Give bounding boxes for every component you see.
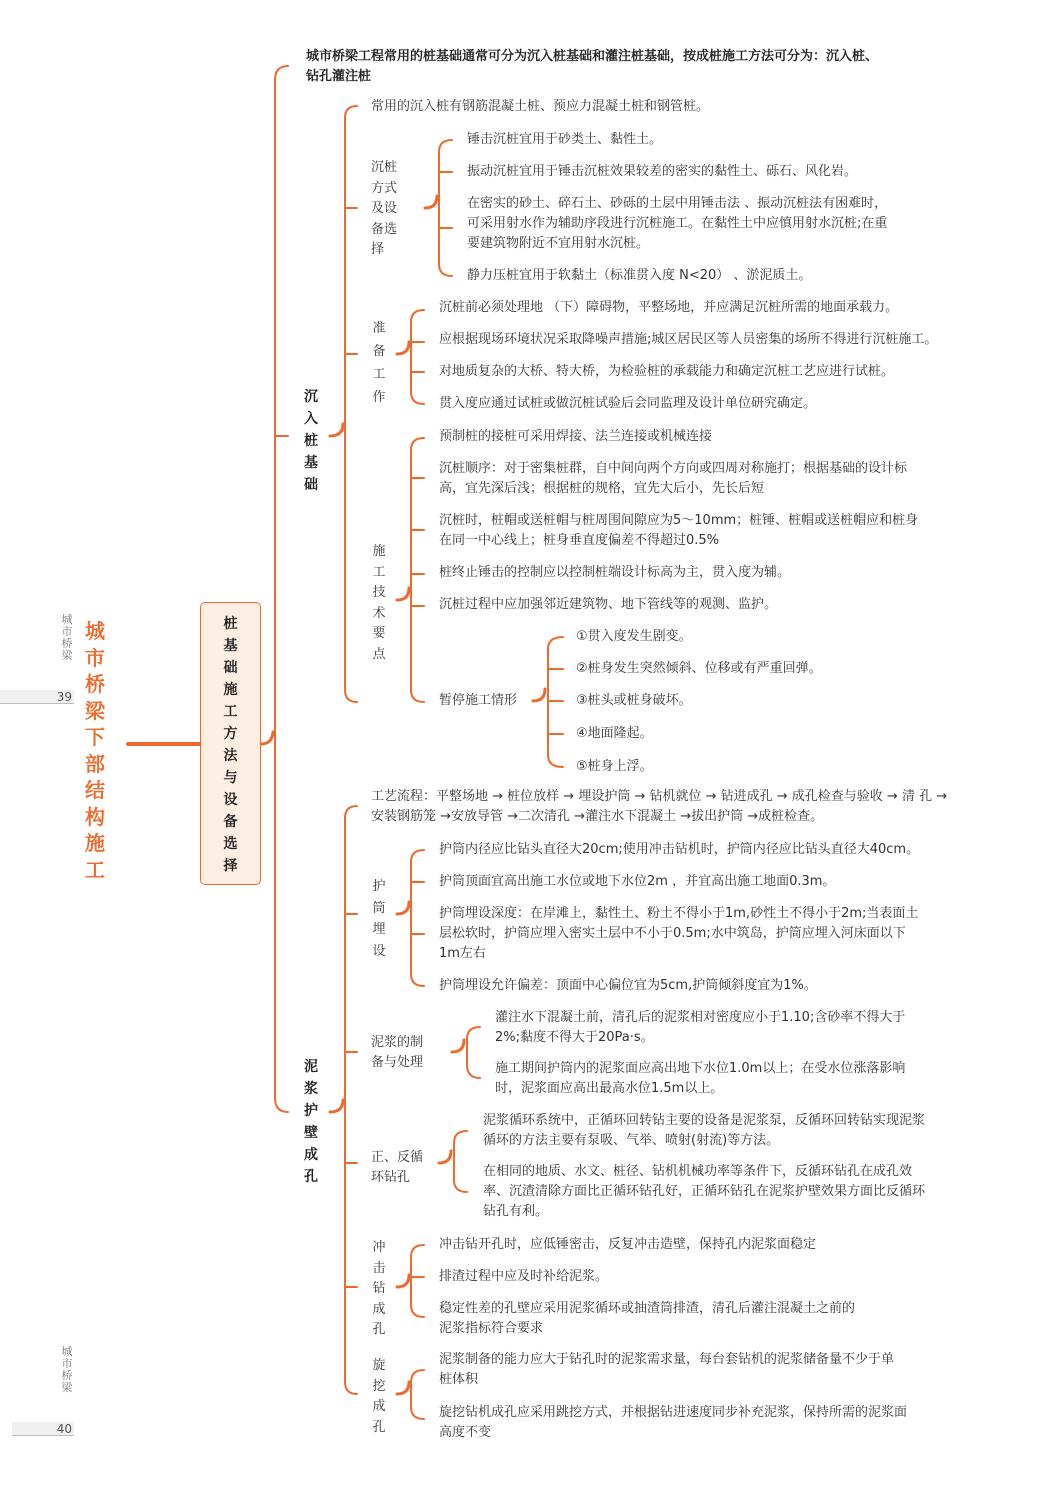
rotary-item: 旋挖钻机成孔应采用跳挖方式，并根据钻进速度同步补充泥浆，保持所需的泥浆面高度不变 <box>439 1405 908 1440</box>
circulation-item: 在相同的地质、水文、桩径、钻机机械功率等条件下，反循环钻孔在成孔效率、沉渣清除方面比正循环钻孔好，正循环钻孔在泥浆护壁效果方面比反循环钻孔有利。 <box>483 1164 926 1219</box>
margin-section-label-bottom: 城市桥梁 <box>61 1345 73 1394</box>
prep-item: 沉桩前必须处理地 （下）障碍物，平整场地，并应满足沉桩所需的地面承载力。 <box>439 300 899 315</box>
method-item: 静力压桩宜用于软黏土（标准贯入度 N<20） 、淤泥质土。 <box>467 268 812 283</box>
branch-mud-wall-boring[interactable]: 泥浆护壁成孔 <box>304 1059 318 1185</box>
pause-item: ③桩头或桩身破坏。 <box>576 693 692 708</box>
intro-text: 城市桥梁工程常用的桩基础通常可分为沉入桩基础和灌注桩基础，按成桩施工方法可分为：沉入桩、钻孔灌注桩 <box>306 49 879 84</box>
pause-item: ②桩身发生突然倾斜、位移或有严重回弹。 <box>576 661 822 676</box>
root-node[interactable] <box>200 602 261 885</box>
pause-item: ⑤桩身上浮。 <box>576 759 653 774</box>
tech-item: 沉桩时，桩帽或送桩帽与桩周围间隙应为5～10mm；桩锤、桩帽或送桩帽应和桩身在同一中心线上；桩身垂直度偏差不得超过0.5% <box>439 513 919 548</box>
node-preparation[interactable]: 准备工作 <box>372 321 386 405</box>
prep-item: 贯入度应通过试桩或做沉桩试验后会同监理及设计单位研究确定。 <box>439 396 817 411</box>
tech-item: 桩终止锤击的控制应以控制桩端设计标高为主，贯入度为辅。 <box>439 565 791 580</box>
pause-item: ①贯入度发生剧变。 <box>576 629 692 644</box>
branch-sinking-pile[interactable]: 沉入桩基础 <box>304 389 318 493</box>
slurry-item: 灌注水下混凝土前，清孔后的泥浆相对密度应小于1.10;含砂率不得大于2%;黏度不得大于20Pa·s。 <box>495 1010 906 1045</box>
prep-item: 对地质复杂的大桥、特大桥，为检验桩的承载能力和确定沉桩工艺应进行试桩。 <box>439 364 895 379</box>
percussion-item: 稳定性差的孔壁应采用泥浆循环或抽渣筒排渣，清孔后灌注混凝土之前的泥浆指标符合要求 <box>439 1301 856 1336</box>
process-flow: 工艺流程：平整场地 → 桩位放样 → 埋设护筒 → 钻机就位 → 钻进成孔 → 成孔检查与验收 → 清 孔 →安装钢筋笼 →安放导管 →二次清孔 →灌注水下混凝土 →拔出护筒 →成桩检查。 <box>371 789 948 824</box>
method-item: 振动沉桩宜用于锤击沉桩效果较差的密实的黏性土、砾石、风化岩。 <box>467 164 858 179</box>
rotary-item: 泥浆制备的能力应大于钻孔时的泥浆需求量，每台套钻机的泥浆储备量不少于单桩体积 <box>439 1352 895 1387</box>
casing-item: 护筒内径应比钻头直径大20cm;使用冲击钻机时，护筒内径应比钻头直径大40cm。 <box>439 842 920 857</box>
method-item: 在密实的砂土、碎石土、砂砾的土层中用锤击法 、振动沉桩法有困难时，可采用射水作为辅助序段进行沉桩施工。在黏性土中应慎用射水沉桩;在重要建筑物附近不宜用射水沉桩。 <box>467 196 888 251</box>
node-slurry[interactable]: 泥浆的制备与处理 <box>371 1035 424 1070</box>
slurry-item: 施工期间护筒内的泥浆面应高出地下水位1.0m以上；在受水位涨落影响时，泥浆面应高出最高水位1.5m以上。 <box>495 1061 906 1096</box>
node-rotary[interactable]: 旋挖成孔 <box>372 1358 386 1435</box>
node-circulation[interactable]: 正、反循环钻孔 <box>371 1150 424 1185</box>
sinking-common-types: 常用的沉入桩有钢筋混凝土桩、预应力混凝土桩和钢管桩。 <box>371 99 710 114</box>
page-number-top: 39 <box>0 690 74 704</box>
casing-item: 护筒顶面宜高出施工水位或地下水位2m ，并宜高出施工地面0.3m。 <box>439 874 836 889</box>
circulation-item: 泥浆循环系统中，正循环回转钻主要的设备是泥浆泵，反循环回转钻实现泥浆循环的方法主要有泵吸、气举、喷射(射流)等方法。 <box>483 1113 926 1148</box>
tech-item: 预制桩的接桩可采用焊接、法兰连接或机械连接 <box>439 429 713 444</box>
percussion-item: 排渣过程中应及时补给泥浆。 <box>439 1269 609 1284</box>
margin-section-label-top: 城市桥梁 <box>61 613 73 662</box>
node-pause-conditions[interactable]: 暂停施工情形 <box>439 693 518 708</box>
node-method-selection[interactable]: 沉桩方式及设备选择 <box>371 160 398 257</box>
node-percussion[interactable]: 冲击钻成孔 <box>372 1240 386 1337</box>
casing-item: 护筒埋设深度：在岸滩上，黏性土、粉土不得小于1m,砂性土不得小于2m;当表面土层松软时，护筒应埋入密实土层中不小于0.5m;水中筑岛，护筒应埋入河床面以下1m左右 <box>439 906 919 961</box>
node-construction-tech[interactable]: 施工技术要点 <box>372 544 386 662</box>
root-node-label: 桩基础施工方法与设备选择 <box>223 616 238 874</box>
tech-item: 沉桩顺序：对于密集桩群，自中间向两个方向或四周对称施打；根据基础的设计标高，宜先深后浅；根据桩的规格，宜先大后小，先长后短 <box>439 461 908 496</box>
percussion-item: 冲击钻开孔时，应低锤密击，反复冲击造壁，保持孔内泥浆面稳定 <box>439 1237 817 1252</box>
prep-item: 应根据现场环境状况采取降噪声措施;城区居民区等人员密集的场所不得进行沉桩施工。 <box>439 332 938 347</box>
chapter-title: 城市桥梁下部结构施工 <box>85 619 105 882</box>
pause-item: ④地面隆起。 <box>576 726 653 741</box>
node-casing[interactable]: 护筒埋设 <box>372 879 386 959</box>
casing-item: 护筒埋设允许偏差：顶面中心偏位宜为5cm,护筒倾斜度宜为1%。 <box>439 978 817 993</box>
method-item: 锤击沉桩宜用于砂类土、黏性土。 <box>467 132 663 147</box>
page-number-bottom: 40 <box>12 1422 74 1436</box>
tech-item: 沉桩过程中应加强邻近建筑物、地下管线等的观测、监护。 <box>439 597 778 612</box>
